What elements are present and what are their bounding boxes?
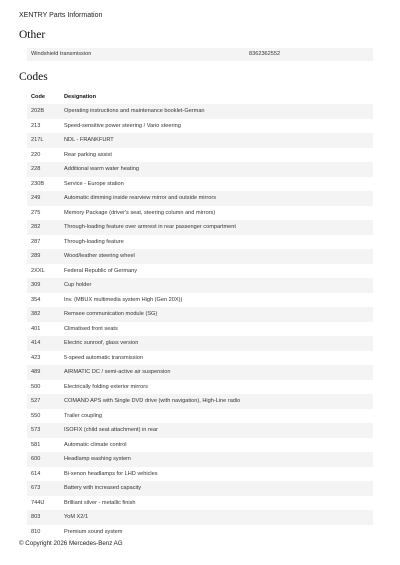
code-cell: 289 — [27, 249, 60, 264]
designation-cell: Service - Europe station — [64, 180, 124, 187]
table-row — [27, 191, 373, 206]
designation-cell: Cup holder — [60, 278, 373, 293]
designation-cell: YoM X2/1 — [60, 510, 373, 525]
designation-cell: Through-loading feature over armrest in rear passenger compartment — [60, 220, 373, 235]
code-cell: 423 — [31, 354, 41, 361]
designation-cell: Speed-sensitive power steering / Vario steering — [64, 122, 181, 129]
code-cell: 202B — [27, 104, 60, 119]
column-header-code: Code — [31, 94, 45, 100]
designation-cell: Memory Package (driver's seat, steering column and mirrors) — [64, 209, 216, 216]
table-row — [27, 481, 373, 496]
designation-cell: Federal Republic of Germany — [64, 267, 138, 274]
code-cell: 527 — [27, 394, 60, 409]
table-row — [27, 380, 373, 395]
table-row — [27, 496, 373, 511]
designation-cell: AIRMATIC DC / semi-active air suspension — [60, 365, 373, 380]
designation-cell: ISOFIX (child seat attachment) in rear — [60, 423, 373, 438]
code-cell: 489 — [27, 365, 60, 380]
code-cell: 213 — [31, 122, 41, 129]
designation-cell: Additional warm water heating — [60, 162, 373, 177]
table-row — [27, 438, 373, 453]
code-cell: 803 — [27, 510, 60, 525]
table-row — [27, 162, 373, 177]
codes-section-heading: Codes — [19, 71, 48, 83]
code-cell: 550 — [31, 412, 41, 419]
designation-cell: Trailer coupling — [64, 412, 103, 419]
table-row — [27, 351, 373, 366]
designation-cell: Operating instructions and maintenance booklet-German — [60, 104, 373, 119]
code-cell: 401 — [31, 325, 41, 332]
designation-cell: Remsee communication module (SG) — [60, 307, 373, 322]
designation-cell: Rear parking assist — [64, 151, 112, 158]
code-cell: 282 — [27, 220, 60, 235]
designation-cell: Climatised front seats — [64, 325, 118, 332]
code-cell: 810 — [31, 528, 41, 535]
codes-table-body — [27, 104, 373, 539]
designation-cell: NDL - FRANKFURT — [60, 133, 373, 148]
code-cell: 354 — [31, 296, 41, 303]
table-row — [27, 452, 373, 467]
table-row — [27, 249, 373, 264]
page-header-title: XENTRY Parts Information — [19, 12, 103, 19]
designation-cell: Headlamp washing system — [60, 452, 373, 467]
table-row — [27, 235, 373, 250]
code-cell: 217L — [27, 133, 60, 148]
codes-table-header-row — [27, 90, 373, 104]
table-row — [27, 148, 373, 163]
table-row — [27, 409, 373, 424]
table-row — [27, 133, 373, 148]
code-cell: 220 — [31, 151, 41, 158]
code-cell: 744U — [31, 499, 45, 506]
designation-cell: Through-loading feature — [64, 238, 124, 245]
other-row-label: Windshield transmission — [31, 51, 92, 57]
table-row — [27, 423, 373, 438]
table-row — [27, 206, 373, 221]
code-cell: 275 — [31, 209, 41, 216]
table-row — [27, 119, 373, 134]
copyright-footer: © Copyright 2026 Mercedes-Benz AG — [19, 540, 123, 547]
column-header-designation: Designation — [64, 94, 97, 100]
designation-cell: Automatic dimming inside rearview mirror and outside mirrors — [60, 191, 373, 206]
table-row — [27, 264, 373, 279]
code-cell: 2XXL — [31, 267, 45, 274]
code-cell: 500 — [31, 383, 41, 390]
designation-cell: COMAND APS with Single DVD drive (with navigation), High-Line radio — [60, 394, 373, 409]
designation-cell: Bi-xenon headlamps for LHD vehicles — [64, 470, 158, 477]
table-row — [27, 365, 373, 380]
table-row — [27, 322, 373, 337]
table-row — [27, 525, 373, 540]
code-cell: 673 — [27, 481, 60, 496]
table-row — [27, 278, 373, 293]
code-cell: 600 — [27, 452, 60, 467]
table-row — [27, 394, 373, 409]
designation-cell: 5-speed automatic transmission — [64, 354, 143, 361]
codes-table — [27, 90, 373, 539]
code-cell: 573 — [27, 423, 60, 438]
table-row — [27, 220, 373, 235]
designation-cell: Wood/leather steering wheel — [60, 249, 373, 264]
code-cell: 228 — [27, 162, 60, 177]
designation-cell: Automatic climate control — [64, 441, 127, 448]
table-row — [27, 177, 373, 192]
designation-cell: Brilliant silver - metallic finish — [64, 499, 136, 506]
table-row — [27, 293, 373, 308]
designation-cell: Electrically folding exterior mirrors — [64, 383, 148, 390]
other-row-value: 8362362552 — [249, 51, 281, 57]
code-cell: 230B — [31, 180, 45, 187]
table-row — [27, 307, 373, 322]
designation-cell: Battery with increased capacity — [60, 481, 373, 496]
code-cell: 614 — [31, 470, 41, 477]
code-cell: 414 — [27, 336, 60, 351]
table-row — [27, 104, 373, 119]
table-row — [27, 510, 373, 525]
designation-cell: Premium sound system — [64, 528, 123, 535]
code-cell: 287 — [31, 238, 41, 245]
code-cell: 249 — [27, 191, 60, 206]
table-row — [27, 467, 373, 482]
table-row — [27, 336, 373, 351]
other-row-windshield-transmission — [27, 48, 373, 61]
designation-cell: Inv. (MBUX multimedia system High (Gen 20X)) — [64, 296, 183, 303]
code-cell: 309 — [27, 278, 60, 293]
code-cell: 581 — [31, 441, 41, 448]
designation-cell: Electric sunroof, glass version — [60, 336, 373, 351]
code-cell: 382 — [27, 307, 60, 322]
other-section-heading: Other — [19, 29, 46, 41]
